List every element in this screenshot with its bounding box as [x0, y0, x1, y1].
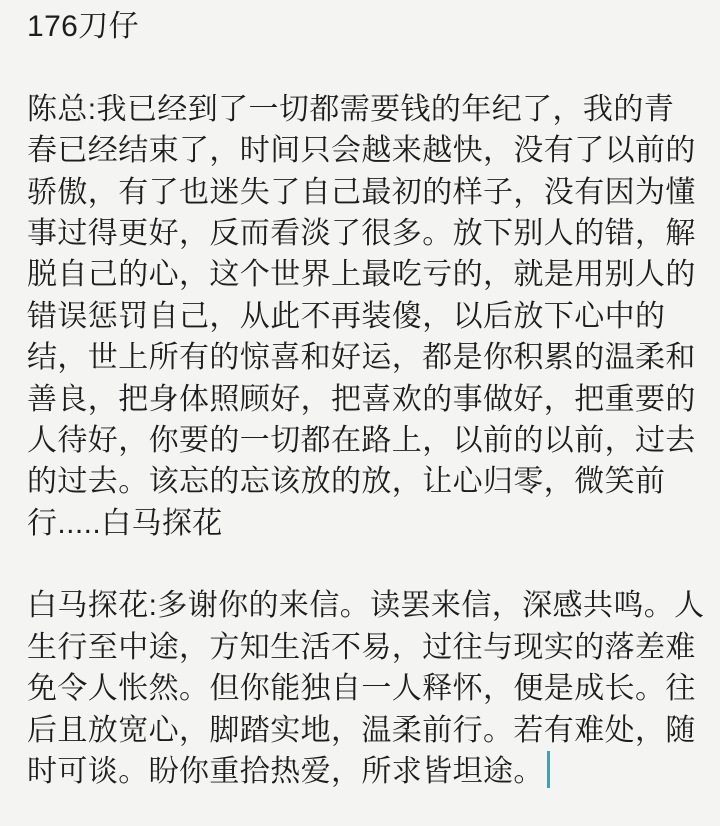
text-line: 陈总:我已经到了一切都需要钱的年纪了，我的青 [27, 92, 675, 126]
blank-line [27, 544, 696, 585]
blank-line [27, 47, 696, 88]
paragraph-chen-zong [27, 89, 696, 544]
text-line: 的过去。该忘的忘该放的放，让心归零，微笑前 [27, 465, 666, 499]
last-text-line [27, 751, 696, 792]
paragraph-baima-tanhua [27, 585, 705, 792]
text-line: 错误惩罚自己，从此不再装傻，以后放下心中的 [27, 299, 666, 333]
text-cursor [547, 751, 550, 788]
text-line: 脱自己的心，这个世界上最吃亏的，就是用别人的 [27, 258, 696, 292]
text-line: 事过得更好，反而看淡了很多。放下别人的错，解 [27, 216, 696, 250]
text-line: 后且放宽心，脚踏实地，温柔前行。若有难处，随 [27, 713, 696, 747]
text-line: 人待好，你要的一切都在路上，以前的以前，过去 [27, 423, 696, 457]
text-line: 行.....白马探花 [27, 506, 223, 540]
text-line: 生行至中途，方知生活不易，过往与现实的落差难 [27, 630, 696, 664]
text-line: 免令人怅然。但你能独自一人释怀，便是成长。往 [27, 672, 696, 706]
text-line: 善良，把身体照顾好，把喜欢的事做好，把重要的 [27, 382, 696, 416]
text-line: 春已经结束了，时间只会越来越快，没有了以前的 [27, 134, 696, 168]
text-line: 骄傲，有了也迷失了自己最初的样子，没有因为懂 [27, 175, 696, 209]
text-line: 结，世上所有的惊喜和好运，都是你积累的温柔和 [27, 341, 696, 375]
text-line: 白马探花:多谢你的来信。读罢来信，深感共鸣。人 [27, 589, 705, 623]
page-title: 176刀仔 [27, 10, 140, 43]
text-line: 时可谈。盼你重拾热爱，所求皆坦途。 [27, 755, 544, 789]
